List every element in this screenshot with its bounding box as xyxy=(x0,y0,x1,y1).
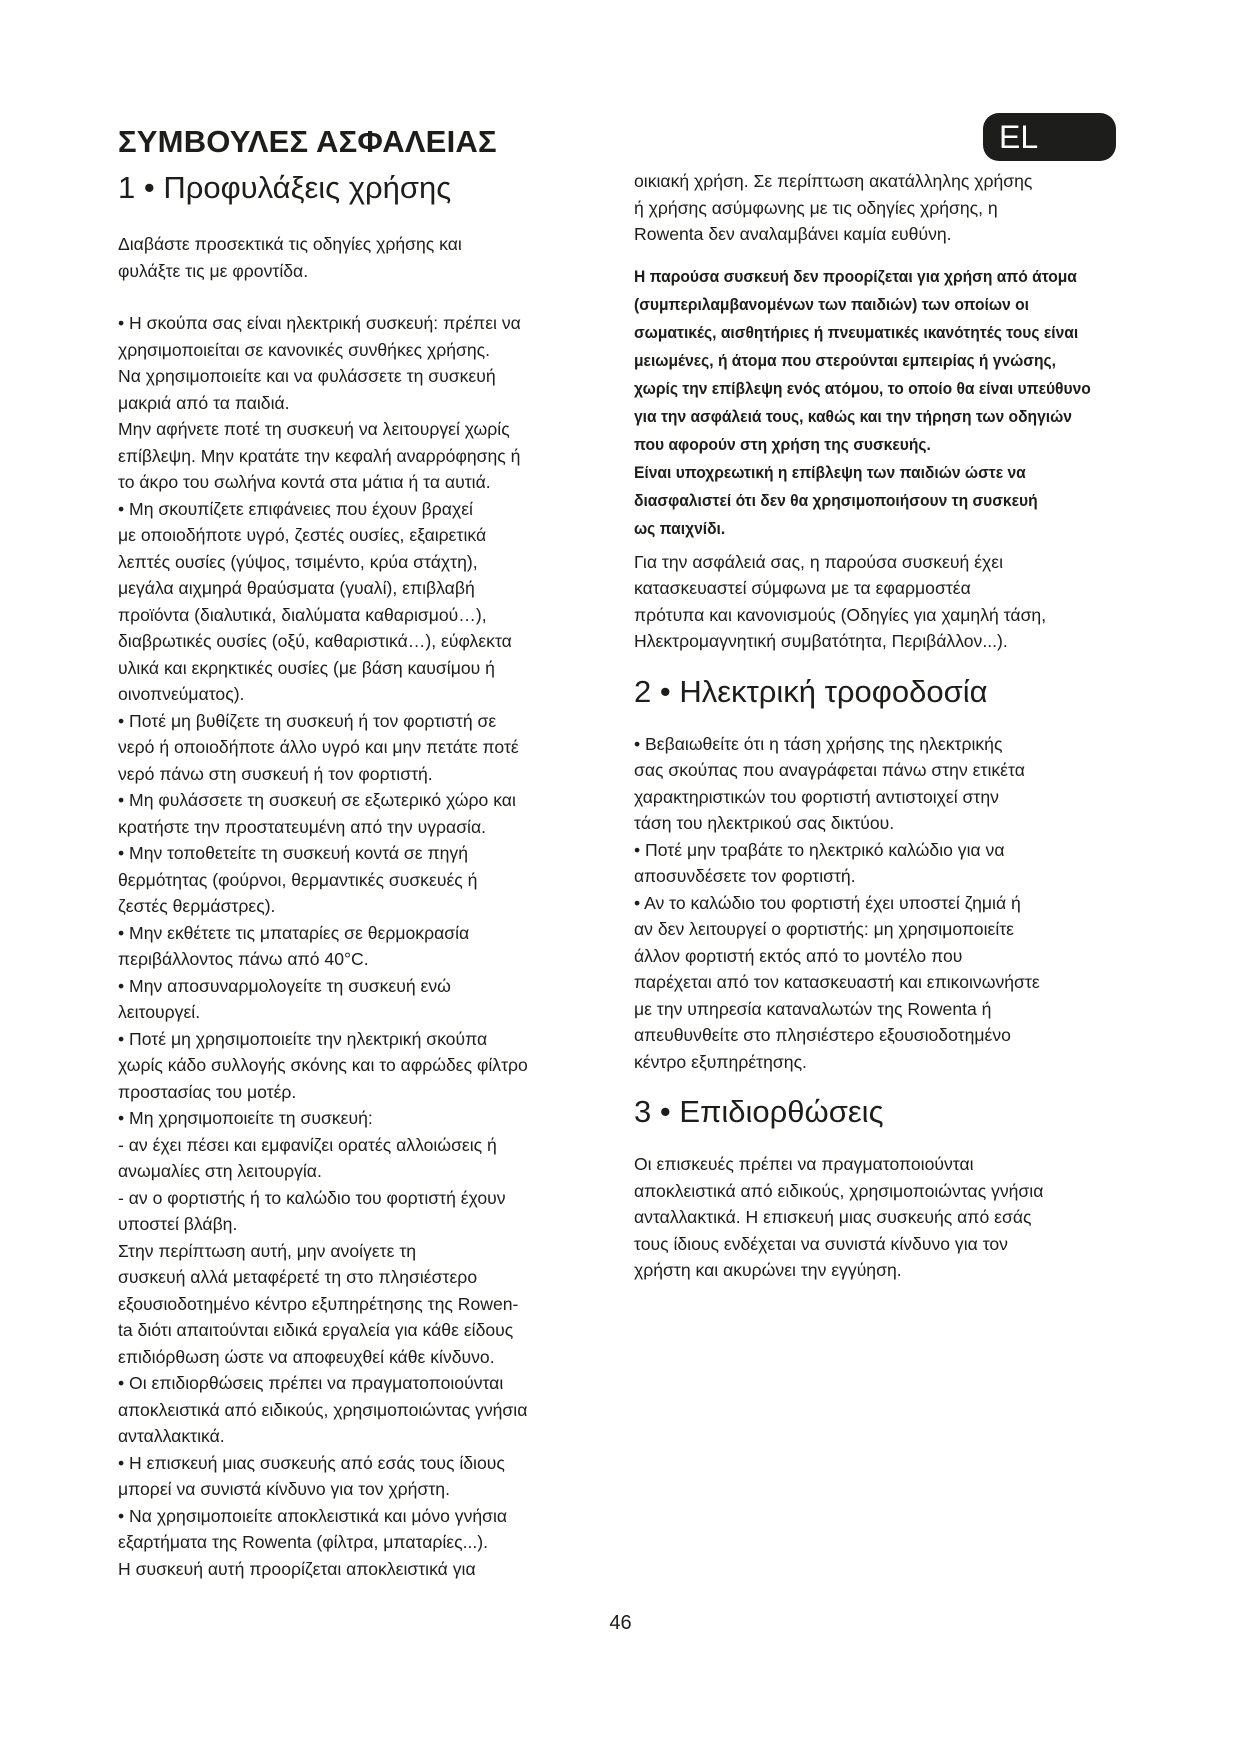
text-line: (συμπεριλαμβανομένων των παιδιών) των οποίων οι xyxy=(634,294,1029,314)
text-line: Διαβάστε προσεκτικά τις οδηγίες χρήσης και xyxy=(118,234,462,254)
text-line: Οι επισκευές πρέπει να πραγματοποιούνται xyxy=(634,1154,974,1174)
text-line: επίβλεψη. Μην κρατάτε την κεφαλή αναρρόφησης ή xyxy=(118,445,521,466)
text-line: προστασίας του μοτέρ. xyxy=(118,1081,297,1102)
text-line: εξουσιοδοτημένο κέντρο εξυπηρέτησης της Rowen- xyxy=(118,1293,519,1314)
text-line: επιδιόρθωση ώστε να αποφευχθεί κάθε κίνδυνο. xyxy=(118,1346,495,1367)
text-line: που αφορούν στη χρήση της συσκευής. xyxy=(634,434,931,454)
text-line: • Μην τοποθετείτε τη συσκευή κοντά σε πηγή xyxy=(118,843,469,863)
text-line: • Ποτέ μην τραβάτε το ηλεκτρικό καλώδιο για να xyxy=(634,839,1005,860)
warning-bold-paragraph xyxy=(634,263,1099,543)
text-line: μακριά από τα παιδιά. xyxy=(118,392,290,413)
text-line: μπορεί να συνιστά κίνδυνο για τον χρήστη. xyxy=(118,1479,450,1499)
text-line: ανταλλακτικά. Η επισκευή μιας συσκευής από εσάς xyxy=(634,1207,1032,1227)
text-line: κατασκευαστεί σύμφωνα με τα εφαρμοστέα xyxy=(634,578,971,598)
text-line: - αν έχει πέσει και εμφανίζει ορατές αλλοιώσεις ή xyxy=(118,1134,497,1155)
text-line: πρότυπα και κανονισμούς (Οδηγίες για χαμηλή τάση, xyxy=(634,604,1047,625)
text-line: θερμότητας (φούρνοι, θερμαντικές συσκευές ή xyxy=(118,869,478,890)
text-line: χωρίς κάδο συλλογής σκόνης και το αφρώδες φίλτρο xyxy=(118,1055,528,1075)
text-line: διασφαλιστεί ότι δεν θα χρησιμοποιήσουν τη συσκευή xyxy=(634,490,1038,510)
text-line: • Ποτέ μη βυθίζετε τη συσκευή ή τον φορτιστή σε xyxy=(118,710,497,731)
text-line: απευθυνθείτε στο πλησιέστερο εξουσιοδοτημένο xyxy=(634,1025,1011,1045)
section-heading-power-supply: 2 • Ηλεκτρική τροφοδοσία xyxy=(634,673,988,709)
text-line: Η συσκευή αυτή προορίζεται αποκλειστικά για xyxy=(118,1558,476,1579)
text-line: Να χρησιμοποιείτε και να φυλάσσετε τη συσκευή xyxy=(118,366,496,386)
text-line: Για την ασφάλειά σας, η παρούσα συσκευή έχει xyxy=(634,551,1003,572)
text-line: Στην περίπτωση αυτή, μην ανοίγετε τη xyxy=(118,1240,417,1261)
text-line: υποστεί βλάβη. xyxy=(118,1214,238,1234)
text-line: ανταλλακτικά. xyxy=(118,1426,225,1446)
text-line: • Η επισκευή μιας συσκευής από εσάς τους ίδιους xyxy=(118,1452,505,1473)
text-line: αν δεν λειτουργεί ο φορτιστής: μη χρησιμοποιείτε xyxy=(634,919,1015,939)
text-line: εξαρτήματα της Rowenta (φίλτρα, μπαταρίες...). xyxy=(118,1532,489,1552)
compliance-paragraph xyxy=(634,549,1134,655)
text-line: • Μην εκθέτετε τις μπαταρίες σε θερμοκρασία xyxy=(118,922,470,943)
text-line: λεπτές ουσίες (γύψος, τσιμέντο, κρύα στάχτη), xyxy=(118,551,478,572)
text-line: - αν ο φορτιστής ή το καλώδιο του φορτιστή έχουν xyxy=(118,1187,506,1208)
text-line: αποκλειστικά από ειδικούς, χρησιμοποιώντας γνήσια xyxy=(118,1399,528,1420)
text-line: άλλον φορτιστή εκτός από το μοντέλο που xyxy=(634,945,963,966)
text-line: παρέχεται από τον κατασκευαστή και επικοινωνήστε xyxy=(634,972,1040,992)
text-line: • Μην αποσυναρμολογείτε τη συσκευή ενώ xyxy=(118,975,451,996)
text-line: σας σκούπας που αναγράφεται πάνω στην ετικέτα xyxy=(634,760,1025,780)
text-line: νερό ή οποιοδήποτε άλλο υγρό και μην πετάτε ποτέ xyxy=(118,737,519,757)
text-line: αποκλειστικά από ειδικούς, χρησιμοποιώντας γνήσια xyxy=(634,1180,1044,1201)
page-number: 46 xyxy=(609,1612,632,1634)
text-line: Ηλεκτρομαγνητική συμβατότητα, Περιβάλλον...). xyxy=(634,631,1008,651)
text-line: ζεστές θερμάστρες). xyxy=(118,896,276,916)
text-line: • Βεβαιωθείτε ότι η τάση χρήσης της ηλεκτρικής xyxy=(634,733,1003,754)
text-line: διαβρωτικές ουσίες (οξύ, καθαριστικά…), εύφλεκτα xyxy=(118,631,512,651)
page-title: ΣΥΜΒΟΥΛΕΣ ΑΣΦΑΛΕΙΑΣ xyxy=(118,124,497,159)
text-line: μεγάλα αιχμηρά θραύσματα (γυαλί), επιβλαβή xyxy=(118,578,475,598)
text-line: οικιακή χρήση. Σε περίπτωση ακατάλληλης χρήσης xyxy=(634,171,1033,191)
text-line: το άκρο του σωλήνα κοντά στα μάτια ή τα αυτιά. xyxy=(118,472,491,492)
text-line: ή χρήσης ασύμφωνης με τις οδηγίες χρήσης, η xyxy=(634,197,998,218)
text-line: νερό πάνω στη συσκευή ή τον φορτιστή. xyxy=(118,763,433,784)
text-line: λειτουργεί. xyxy=(118,1002,201,1022)
text-line: σωματικές, αισθητήριες ή πνευματικές ικανότητές τους είναι xyxy=(634,322,1079,342)
text-line: • Ποτέ μη χρησιμοποιείτε την ηλεκτρική σκούπα xyxy=(118,1028,488,1049)
text-line: χρήστη και ακυρώνει την εγγύηση. xyxy=(634,1260,902,1280)
text-line: κρατήστε την προστατευμένη από την υγρασία. xyxy=(118,816,487,837)
section-heading-repairs: 3 • Επιδιορθώσεις xyxy=(634,1094,884,1129)
text-line: ta διότι απαιτούνται ειδικά εργαλεία για κάθε είδους xyxy=(118,1320,514,1340)
precautions-body xyxy=(118,310,618,1582)
text-line: τους ίδιους ενδέχεται να συνιστά κίνδυνο για τον xyxy=(634,1233,1008,1254)
text-line: φυλάξτε τις με φροντίδα. xyxy=(118,260,309,281)
text-line: • Να χρησιμοποιείτε αποκλειστικά και μόνο γνήσια xyxy=(118,1505,508,1526)
text-line: περιβάλλοντος πάνω από 40°C. xyxy=(118,949,369,969)
text-line: οινοπνεύματος). xyxy=(118,684,245,704)
text-line: για την ασφάλειά τους, καθώς και την τήρηση των οδηγιών xyxy=(634,406,1072,426)
text-line: μειωμένες, ή άτομα που στερούνται εμπειρίας ή γνώσης, xyxy=(634,350,1056,370)
text-line: υλικά και εκρηκτικές ουσίες (με βάση καυσίμου ή xyxy=(118,657,495,678)
text-line: Είναι υποχρεωτική η επίβλεψη των παιδιών ώστε να xyxy=(634,462,1026,482)
text-line: Η παρούσα συσκευή δεν προορίζεται για χρήση από άτομα xyxy=(634,266,1077,286)
text-line: συσκευή αλλά μεταφέρετέ τη στο πλησιέστερο xyxy=(118,1267,478,1287)
left-column xyxy=(118,168,618,1582)
text-line: με οποιοδήποτε υγρό, ζεστές ουσίες, εξαιρετικά xyxy=(118,525,487,545)
text-line: τάση του ηλεκτρικού σας δικτύου. xyxy=(634,813,895,833)
text-line: • Οι επιδιορθώσεις πρέπει να πραγματοποιούνται xyxy=(118,1373,504,1393)
section-heading-usage-precautions: 1 • Προφυλάξεις χρήσης xyxy=(118,170,452,205)
text-line: ανωμαλίες στη λειτουργία. xyxy=(118,1161,322,1181)
text-line: • Μη χρησιμοποιείτε τη συσκευή: xyxy=(118,1108,373,1128)
text-line: • Αν το καλώδιο του φορτιστή έχει υποστεί ζημιά ή xyxy=(634,892,1021,913)
text-line: • Μη σκουπίζετε επιφάνειες που έχουν βραχεί xyxy=(118,498,473,519)
power-supply-body xyxy=(634,731,1134,1076)
repairs-body xyxy=(634,1151,1134,1284)
right-column xyxy=(634,168,1134,1284)
text-line: ως παιχνίδι. xyxy=(634,518,726,538)
text-line: Μην αφήνετε ποτέ τη συσκευή να λειτουργεί χωρίς xyxy=(118,419,510,439)
text-line: χωρίς την επίβλεψη ενός ατόμου, το οποίο θα είναι υπεύθυνο xyxy=(634,378,1091,398)
text-line: προϊόντα (διαλυτικά, διαλύματα καθαρισμού…), xyxy=(118,604,487,625)
intro-paragraph xyxy=(118,231,618,284)
text-line: χρησιμοποιείται σε κανονικές συνθήκες χρήσης. xyxy=(118,339,491,360)
continuation-paragraph xyxy=(634,168,1134,248)
language-badge: EL xyxy=(983,113,1116,161)
text-line: χαρακτηριστικών του φορτιστή αντιστοιχεί στην xyxy=(634,786,999,807)
text-line: • Μη φυλάσσετε τη συσκευή σε εξωτερικό χώρο και xyxy=(118,790,516,810)
text-line: Rowenta δεν αναλαμβάνει καμία ευθύνη. xyxy=(634,224,952,244)
text-line: • Η σκούπα σας είναι ηλεκτρική συσκευή: πρέπει να xyxy=(118,313,521,333)
text-line: κέντρο εξυπηρέτησης. xyxy=(634,1051,807,1072)
text-line: αποσυνδέσετε τον φορτιστή. xyxy=(634,866,856,886)
text-line: με την υπηρεσία καταναλωτών της Rowenta ή xyxy=(634,998,992,1019)
